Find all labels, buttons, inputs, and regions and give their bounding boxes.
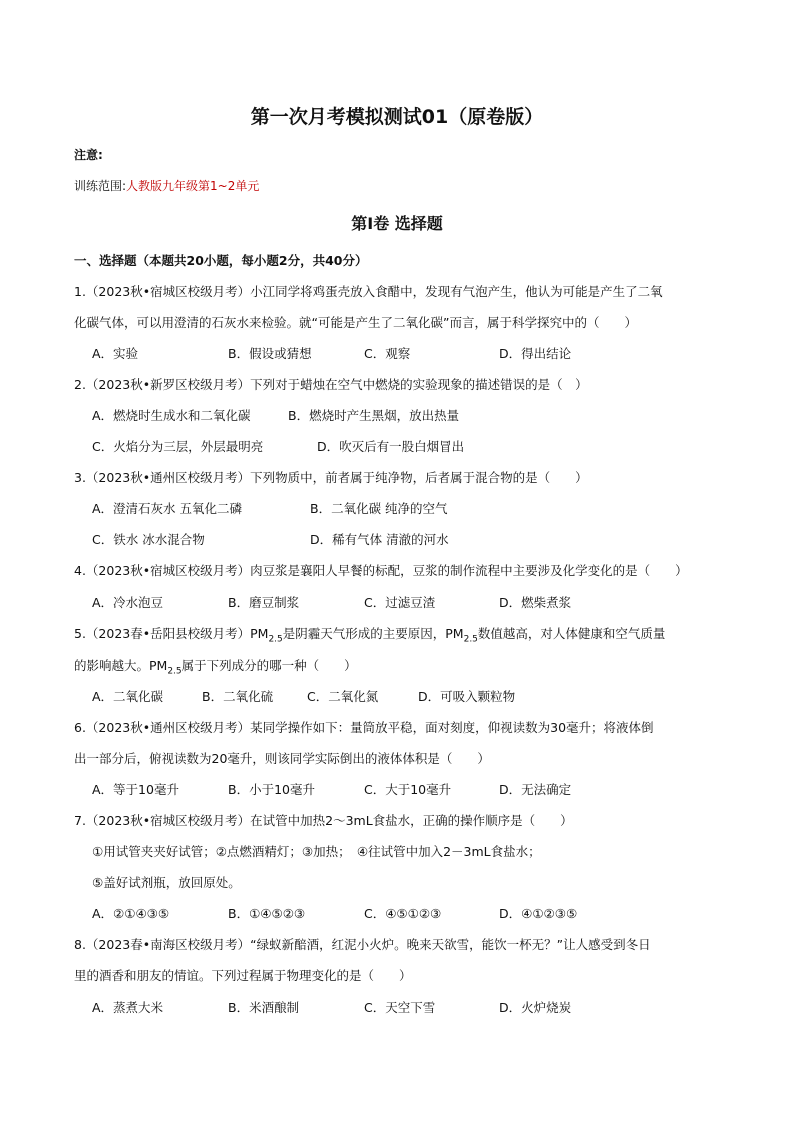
note-label: 注意:: [74, 148, 103, 162]
question-3-option-c: C．铁水 冰水混合物: [92, 532, 205, 547]
scope-value: 人教版九年级第1~2单元: [126, 179, 260, 193]
question-3-option-a: A．澄清石灰水 五氧化二磷: [92, 501, 243, 516]
question-6-line-2: 出一部分后，俯视读数为20毫升，则该同学实际倒出的液体体积是（ ）: [74, 751, 490, 766]
pm25-subscript-1: 2.5: [268, 634, 283, 645]
question-1-option-a: A．实验: [92, 346, 139, 361]
question-5-line-2: [74, 656, 357, 677]
question-6-option-c: C．大于10毫升: [364, 782, 452, 797]
question-8-line-2: 里的酒香和朋友的情谊。下列过程属于物理变化的是（ ）: [74, 968, 412, 983]
q5-text-4: 的影响越大。PM: [74, 658, 168, 673]
question-7-option-a: A．②①④③⑤: [92, 906, 170, 921]
question-1-option-c: C．观察: [364, 346, 411, 361]
question-1-line-1: 1.（2023秋•宿城区校级月考）小江同学将鸡蛋壳放入食醋中，发现有气泡产生，他认为可能是产生了二氧: [74, 284, 663, 299]
question-5-option-a: A．二氧化碳: [92, 689, 164, 704]
question-4-option-a: A．冷水泡豆: [92, 595, 164, 610]
question-4-option-b: B．磨豆制浆: [228, 595, 300, 610]
question-6-option-b: B．小于10毫升: [228, 782, 315, 797]
question-8-option-d: D．火炉烧炭: [499, 1000, 572, 1015]
question-1-line-2: 化碳气体，可以用澄清的石灰水来检验。就“可能是产生了二氧化碳”而言，属于科学探究中的（ ）: [74, 315, 637, 330]
question-4-option-d: D．燃柴煮浆: [499, 595, 572, 610]
question-6-option-d: D．无法确定: [499, 782, 572, 797]
question-7-line-2: ①用试管夹夹好试管；②点燃酒精灯；③加热； ④往试管中加入2－3mL食盐水；: [92, 844, 541, 859]
question-6-option-a: A．等于10毫升: [92, 782, 179, 797]
question-5-option-b: B．二氧化硫: [202, 689, 274, 704]
question-1-option-b: B．假设或猜想: [228, 346, 312, 361]
question-8-option-b: B．米酒酿制: [228, 1000, 300, 1015]
question-7-line-3: ⑤盖好试剂瓶，放回原处。: [92, 875, 241, 890]
question-2-option-d: D．吹灭后有一股白烟冒出: [317, 439, 465, 454]
section-title: 第Ⅰ卷 选择题: [351, 214, 443, 233]
question-7-option-b: B．①④⑤②③: [228, 906, 306, 921]
q5-text-5: 属于下列成分的哪一种（ ）: [181, 658, 357, 673]
question-4-line-1: 4.（2023秋•宿城区校级月考）肉豆浆是襄阳人早餐的标配，豆浆的制作流程中主要涉及化学变化的是（ ）: [74, 563, 688, 578]
scope-label: 训练范围:: [74, 179, 127, 193]
question-5-option-c: C．二氧化氮: [307, 689, 379, 704]
q5-text-2: 是阴霾天气形成的主要原因，PM: [282, 626, 464, 641]
pm25-subscript-2: 2.5: [463, 634, 478, 645]
question-3-line-1: 3.（2023秋•通州区校级月考）下列物质中，前者属于纯净物，后者属于混合物的是（ ）: [74, 470, 588, 485]
question-7-line-1: 7.（2023秋•宿城区校级月考）在试管中加热2～3mL食盐水，正确的操作顺序是（ ）: [74, 813, 573, 828]
question-8-line-1: 8.（2023春•南海区校级月考）“绿蚁新醅酒，红泥小火炉。晚来天欲雪，能饮一杯无？”让人感受到冬日: [74, 937, 651, 952]
question-8-option-a: A．蒸煮大米: [92, 1000, 164, 1015]
question-3-option-d: D．稀有气体 清澈的河水: [310, 532, 449, 547]
question-2-line-1: 2.（2023秋•新罗区校级月考）下列对于蜡烛在空气中燃烧的实验现象的描述错误的是（ ）: [74, 377, 588, 392]
question-5-line-1: [74, 624, 665, 645]
question-5-option-d: D．可吸入颗粒物: [418, 689, 516, 704]
question-8-option-c: C．天空下雪: [364, 1000, 436, 1015]
document-title: 第一次月考模拟测试01（原卷版）: [250, 106, 544, 128]
training-scope: [74, 177, 259, 194]
q5-text-1: 5.（2023春•岳阳县校级月考）PM: [74, 626, 269, 641]
question-4-option-c: C．过滤豆渣: [364, 595, 436, 610]
question-7-option-c: C．④⑤①②③: [364, 906, 442, 921]
question-1-option-d: D．得出结论: [499, 346, 572, 361]
question-3-option-b: B．二氧化碳 纯净的空气: [310, 501, 448, 516]
question-2-option-a: A．燃烧时生成水和二氧化碳: [92, 408, 251, 423]
question-7-option-d: D．④①②③⑤: [499, 906, 578, 921]
question-2-option-b: B．燃烧时产生黑烟，放出热量: [288, 408, 460, 423]
part-title: 一、选择题（本题共20小题，每小题2分，共40分）: [74, 253, 368, 268]
q5-text-3: 数值越高，对人体健康和空气质量: [477, 626, 666, 641]
question-6-line-1: 6.（2023秋•通州区校级月考）某同学操作如下：量筒放平稳，面对刻度，仰视读数为30毫升；将液体倒: [74, 720, 654, 735]
question-2-option-c: C．火焰分为三层，外层最明亮: [92, 439, 264, 454]
pm25-subscript-3: 2.5: [167, 666, 182, 677]
